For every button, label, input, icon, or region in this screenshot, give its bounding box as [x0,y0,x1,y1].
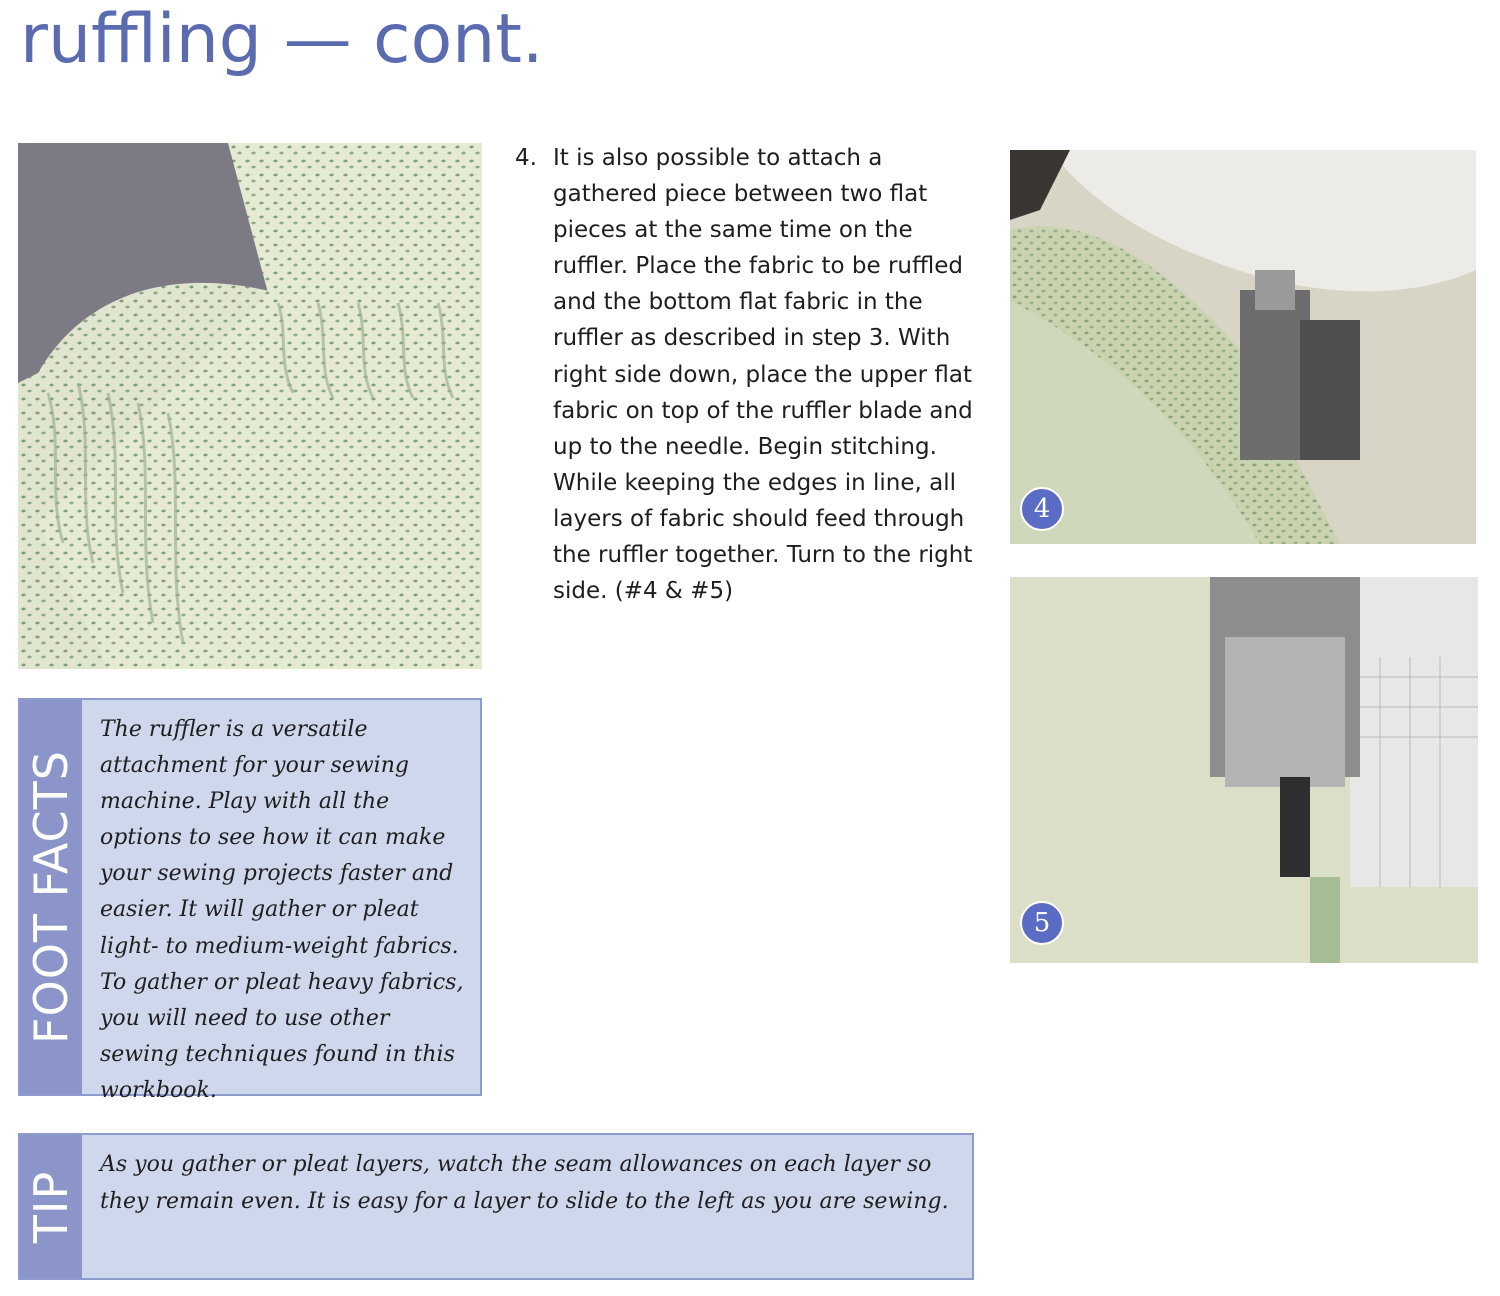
foot-facts-label [20,700,82,1094]
foot-facts-box [18,698,482,1103]
foot-facts-label-text: FOOT FACTS [24,750,78,1044]
step-text: It is also possible to attach a gathered piece between two flat pieces at the same time on the ruffler. Place the fabric to be ruffled and the bottom flat fabric in the ruffler as described in step 3. With right side down, place the upper flat fabric on top of the ruffler blade and up to the needle. Begin stitching. While keeping the edges in line, all layers of fabric should feed through the ruffler together. Turn to the right side. (#4 & #5) [553,145,973,605]
tip-label-text: TIP [24,1170,78,1243]
step-number: 4. [515,145,537,171]
tip-box [18,1133,974,1280]
ruffler-stitching-illustration [1010,150,1476,544]
ruffled-fabric-photo [18,143,482,669]
tip-text: As you gather or pleat layers, watch the seam allowances on each layer so they remain even. It is easy for a layer to slide to the left as you are sewing. [100,1152,949,1214]
photo-4-badge: 4 [1020,487,1064,531]
ruffled-fabric-illustration [18,143,482,669]
sewing-machine-photo-5 [1010,577,1478,963]
foot-facts-text: The ruffler is a versatile attachment for your sewing machine. Play with all the options to see how it can make your sewing projects faster and easier. It will gather or pleat light- to medium-weight fabrics. To gather or pleat heavy fabrics, you will need to use other sewing techniques found in this workbook. [100,717,464,1103]
photo-5-badge: 5 [1020,901,1064,945]
tip-label [20,1135,82,1278]
step-4-instructions [515,140,985,609]
sewing-machine-photo-4 [1010,150,1476,544]
ruffler-foot-illustration [1010,577,1478,963]
page-title: ruffling — cont. [20,0,544,79]
